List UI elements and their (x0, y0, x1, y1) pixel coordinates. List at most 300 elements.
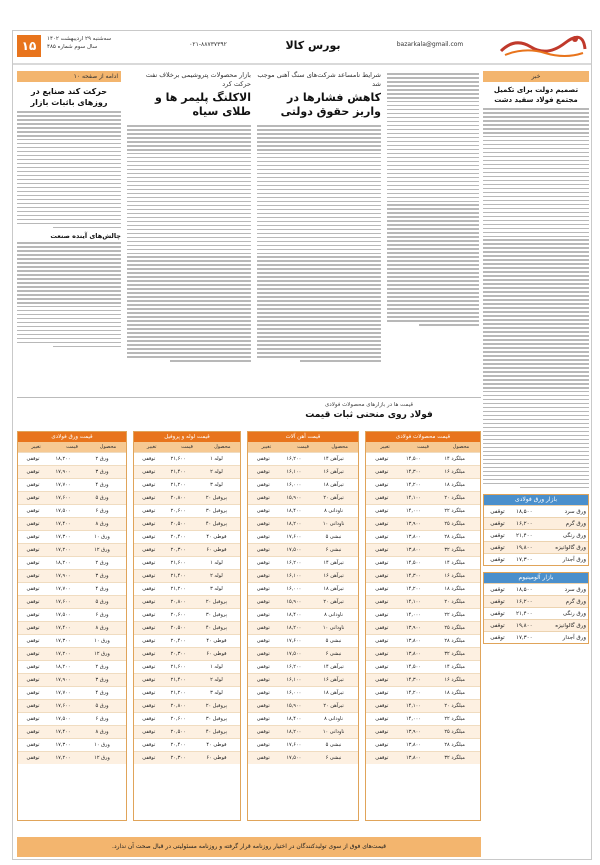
section-title: بورس کالا (285, 39, 341, 52)
contact-email: bazarkala@gmail.com (396, 41, 464, 48)
table-row (248, 465, 358, 478)
table-row (366, 738, 480, 751)
table-row (248, 725, 358, 738)
table-cell: توقفی (375, 677, 389, 683)
table-cell: ورق ۱۰ (94, 742, 110, 748)
table-cell: توقفی (142, 703, 156, 709)
table-cell: میلگرد ۱۸ (444, 586, 465, 592)
table-cell: ۱۴,۵۰۰ (405, 560, 421, 566)
table-cell: ورق ۲ (95, 560, 109, 566)
table-cell: ۱۴,۱۰۰ (405, 495, 421, 501)
table-cell: پروفیل ۳۰ (205, 508, 228, 514)
table-cell: ۱۷,۶۰۰ (55, 703, 71, 709)
page-header (13, 31, 592, 65)
news-headline: تصمیم دولت برای تکمیل مجتمع فولاد سفید دشت (493, 86, 579, 104)
table-cell: لوله ۱ (210, 664, 223, 670)
table-cell: میلگرد ۲۸ (444, 534, 465, 540)
table-row (134, 647, 240, 660)
table-cell: ۱۷,۵۰۰ (286, 651, 302, 657)
table-row (18, 751, 126, 764)
column-header: محصول (452, 444, 470, 450)
column-header: محصول (214, 444, 231, 450)
left-column (17, 71, 121, 393)
table-cell: توقفی (256, 469, 270, 475)
table-cell: ورق ۱۰ (94, 638, 110, 644)
table-cell: ۱۸,۴۰۰ (286, 612, 302, 618)
price-table-header (18, 442, 126, 452)
table-row (18, 699, 126, 712)
table-cell: ورق ۶ (95, 508, 109, 514)
table-cell: توقفی (142, 651, 156, 657)
table-cell: توقفی (142, 742, 156, 748)
table-cell: ۱۸,۲۰۰ (286, 729, 302, 735)
tables-kicker: قیمت ها در بازارهای محصولات فولادی (324, 402, 413, 408)
table-cell: میلگرد ۲۲ (444, 716, 465, 722)
table-cell: نبشی ۵ (325, 534, 342, 540)
table-cell: ورق ۳ (95, 677, 109, 683)
table-row (18, 530, 126, 543)
table-cell: نبشی ۶ (325, 755, 342, 761)
table-cell: ۱۷,۲۰۰ (55, 755, 71, 761)
column-header: تغییر (31, 444, 41, 450)
table-row (134, 738, 240, 751)
table-cell: میلگرد ۱۶ (444, 469, 465, 475)
table-cell: ۱۳,۸۰۰ (405, 547, 421, 553)
news-body (483, 108, 589, 488)
table-cell: ۱۴,۲۰۰ (405, 586, 421, 592)
table-cell: ۱۷,۶۰۰ (286, 742, 302, 748)
table-cell: ۲۰,۸۰۰ (170, 599, 186, 605)
table-cell: توقفی (375, 703, 389, 709)
table-row: ورق رنگی ۲۱,۴۰۰ توقفی (484, 607, 588, 619)
price-table-header (366, 442, 480, 452)
table-row (366, 712, 480, 725)
table-cell: نبشی ۵ (325, 638, 342, 644)
steel-sheet-price-box (483, 494, 589, 566)
table-cell: ۱۶,۲۰۰ (286, 456, 302, 462)
table-cell: ۱۷,۹۰۰ (55, 677, 71, 683)
table-cell: توقفی (375, 456, 389, 462)
table-cell: ۱۴,۰۰۰ (405, 508, 421, 514)
table-cell: توقفی (256, 573, 270, 579)
column-header: قیمت (66, 444, 78, 450)
table-cell: توقفی (256, 612, 270, 618)
table-row (248, 621, 358, 634)
table-cell: ۲۰,۵۰۰ (170, 625, 186, 631)
table-cell: توقفی (256, 677, 270, 683)
table-cell: توقفی (142, 534, 156, 540)
table-row (18, 712, 126, 725)
table-row (18, 569, 126, 582)
table-cell: میلگرد ۱۸ (444, 690, 465, 696)
table-cell: ورق ۱۲ (94, 547, 110, 553)
table-cell: ۱۸,۲۰۰ (286, 625, 302, 631)
table-cell: ۱۷,۹۰۰ (55, 573, 71, 579)
table-cell: توقفی (26, 612, 40, 618)
table-cell: ۲۰,۶۰۰ (170, 716, 186, 722)
table-cell: ناودانی ۱۰ (322, 625, 345, 631)
table-cell: ورق ۸ (95, 625, 109, 631)
table-cell: میلگرد ۲۸ (444, 638, 465, 644)
table-cell: توقفی (375, 586, 389, 592)
table-row (18, 452, 126, 465)
table-row (18, 543, 126, 556)
table-cell: ۱۸,۲۰۰ (55, 664, 71, 670)
table-cell: توقفی (26, 586, 40, 592)
table-cell: تیرآهن ۱۴ (323, 456, 344, 462)
table-cell: ۱۵,۹۰۰ (286, 703, 302, 709)
table-cell: توقفی (142, 521, 156, 527)
issue-info (47, 35, 157, 51)
table-cell: توقفی (142, 716, 156, 722)
page-number: ۱۵ (17, 35, 41, 57)
price-table-header (248, 442, 358, 452)
table-cell: توقفی (256, 560, 270, 566)
table-row (366, 686, 480, 699)
issue-number: سال سوم شماره ۴۸۵ (47, 44, 98, 50)
table-cell: تیرآهن ۲۰ (323, 599, 344, 605)
table-cell: ۲۰,۳۰۰ (170, 755, 186, 761)
table-cell: توقفی (375, 508, 389, 514)
table-row (366, 556, 480, 569)
table-cell: ۱۸,۴۰۰ (286, 716, 302, 722)
table-cell: ۱۷,۶۰۰ (286, 534, 302, 540)
table-cell: میلگرد ۳۲ (444, 755, 465, 761)
table-row (366, 751, 480, 764)
table-cell: میلگرد ۲۰ (444, 703, 465, 709)
table-cell: توقفی (375, 534, 389, 540)
table-row (18, 673, 126, 686)
table-row (248, 751, 358, 764)
table-cell: ۱۳,۹۰۰ (405, 625, 421, 631)
table-cell: میلگرد ۱۴ (444, 664, 465, 670)
table-cell: پروفیل ۳۰ (205, 716, 228, 722)
table-cell: لوله ۱ (210, 456, 223, 462)
table-cell: ۲۱,۲۰۰ (170, 690, 186, 696)
table-cell: ۱۷,۵۰۰ (55, 716, 71, 722)
table-cell: توقفی (256, 755, 270, 761)
table-cell: ۱۴,۲۰۰ (405, 690, 421, 696)
table-cell: قوطی ۴۰ (206, 638, 227, 644)
table-cell: تیرآهن ۱۶ (323, 469, 344, 475)
table-cell: توقفی (142, 755, 156, 761)
table-cell: ورق ۴ (95, 690, 109, 696)
article-iron-ore-body-2 (387, 73, 479, 326)
table-cell: توقفی (142, 599, 156, 605)
table-cell: توقفی (26, 599, 40, 605)
table-cell: قوطی ۴۰ (206, 742, 227, 748)
steel-sheet-price-title: بازار ورق فولادی (484, 495, 588, 505)
table-cell: ناودانی ۱۰ (322, 729, 345, 735)
article-iron-ore-continued (387, 71, 479, 393)
table-cell: توقفی (256, 729, 270, 735)
left-body-text-2 (17, 242, 121, 347)
table-cell: ۲۱,۲۰۰ (170, 482, 186, 488)
table-cell: توقفی (256, 547, 270, 553)
table-cell: ورق ۵ (95, 703, 109, 709)
table-row (134, 725, 240, 738)
table-cell: ناودانی ۸ (324, 612, 343, 618)
table-cell: توقفی (26, 651, 40, 657)
table-row (134, 751, 240, 764)
table-cell: پروفیل ۲۰ (205, 495, 228, 501)
table-cell: توقفی (26, 716, 40, 722)
table-cell: لوله ۳ (210, 586, 223, 592)
table-row (248, 660, 358, 673)
table-cell: توقفی (256, 625, 270, 631)
table-cell: ۲۱,۴۰۰ (170, 677, 186, 683)
column-header: تغییر (146, 444, 157, 450)
table-row (248, 582, 358, 595)
table-cell: توقفی (256, 716, 270, 722)
table-cell: ۱۸,۲۰۰ (55, 456, 71, 462)
table-cell: ۱۸,۴۰۰ (286, 508, 302, 514)
table-cell: ورق ۲ (95, 664, 109, 670)
table-cell: توقفی (256, 534, 270, 540)
table-cell: تیرآهن ۱۴ (323, 664, 344, 670)
table-cell: میلگرد ۲۵ (444, 729, 465, 735)
table-row (366, 504, 480, 517)
table-cell: توقفی (142, 677, 156, 683)
table-cell: ورق ۱۰ (94, 534, 110, 540)
table-row (248, 530, 358, 543)
table-cell: پروفیل ۲۰ (205, 703, 228, 709)
column-header: تغییر (261, 444, 272, 450)
table-cell: ۱۷,۵۰۰ (286, 547, 302, 553)
table-row (366, 673, 480, 686)
aluminium-price-box (483, 572, 589, 644)
table-cell: لوله ۱ (210, 560, 223, 566)
table-cell: ورق ۳ (95, 573, 109, 579)
table-cell: ناودانی ۸ (324, 716, 343, 722)
table-row (248, 517, 358, 530)
table-cell: توقفی (142, 456, 156, 462)
table-cell: توقفی (375, 664, 389, 670)
table-cell: پروفیل ۲۰ (205, 599, 228, 605)
table-row (366, 608, 480, 621)
table-cell: توقفی (256, 482, 270, 488)
table-cell: ۱۶,۱۰۰ (286, 677, 302, 683)
table-row (18, 556, 126, 569)
phone-number: ۰۲۱-۸۸۷۳۷۳۹۲ (189, 41, 227, 48)
table-row (134, 465, 240, 478)
table-cell: ۱۴,۱۰۰ (405, 703, 421, 709)
table-row (134, 530, 240, 543)
table-cell: توقفی (142, 469, 156, 475)
table-cell: ۱۳,۹۰۰ (405, 729, 421, 735)
table-row (248, 608, 358, 621)
table-row (248, 699, 358, 712)
table-cell: ۱۷,۴۰۰ (55, 625, 71, 631)
table-cell: ناودانی ۱۰ (322, 521, 345, 527)
table-cell: توقفی (142, 560, 156, 566)
table-row (366, 465, 480, 478)
table-row: ورق رنگی ۲۱,۴۰۰ توقفی (484, 529, 588, 541)
table-cell: ۱۵,۹۰۰ (286, 495, 302, 501)
table-cell: ۱۷,۲۰۰ (55, 651, 71, 657)
table-cell: توقفی (375, 573, 389, 579)
table-cell: ۱۳,۸۰۰ (405, 742, 421, 748)
article-iron-ore (257, 71, 381, 393)
table-cell: توقفی (26, 664, 40, 670)
table-cell: توقفی (142, 729, 156, 735)
table-cell: لوله ۲ (210, 677, 223, 683)
table-cell: توقفی (256, 495, 270, 501)
table-row (134, 517, 240, 530)
column-header: قیمت (181, 444, 193, 450)
table-cell: نبشی ۵ (325, 742, 342, 748)
table-row (366, 647, 480, 660)
table-cell: تیرآهن ۱۸ (323, 586, 344, 592)
table-cell: توقفی (26, 508, 40, 514)
table-cell: توقفی (375, 755, 389, 761)
table-cell: توقفی (375, 547, 389, 553)
table-cell: توقفی (256, 690, 270, 696)
table-cell: ناودانی ۸ (324, 508, 343, 514)
section-divider (17, 397, 481, 398)
table-cell: توقفی (26, 755, 40, 761)
table-cell: ۱۷,۵۰۰ (55, 508, 71, 514)
table-cell: میلگرد ۱۶ (444, 573, 465, 579)
table-cell: ۱۴,۵۰۰ (405, 664, 421, 670)
table-cell: توقفی (256, 664, 270, 670)
price-table (133, 431, 241, 821)
table-cell: ۲۰,۳۰۰ (170, 547, 186, 553)
table-row (134, 608, 240, 621)
table-row (134, 699, 240, 712)
table-row (18, 686, 126, 699)
table-cell: ورق ۵ (95, 599, 109, 605)
article-polymer-kicker: بازار محصولات پتروشیمی برخلاف نفت حرکت کرد (145, 71, 251, 88)
table-cell: ۱۷,۴۰۰ (55, 521, 71, 527)
table-cell: ورق ۵ (95, 495, 109, 501)
price-table-title: قیمت آهن آلات (248, 432, 358, 442)
table-cell: میلگرد ۲۲ (444, 612, 465, 618)
table-cell: ورق ۶ (95, 716, 109, 722)
table-cell: ۱۶,۱۰۰ (286, 573, 302, 579)
table-cell: پروفیل ۴۰ (205, 729, 228, 735)
column-header: محصول (331, 444, 348, 450)
table-cell: ۱۷,۵۰۰ (286, 755, 302, 761)
table-cell: ۱۵,۹۰۰ (286, 599, 302, 605)
table-cell: ۱۷,۶۰۰ (55, 495, 71, 501)
table-cell: ۱۶,۰۰۰ (286, 690, 302, 696)
price-table (247, 431, 359, 821)
table-row (134, 556, 240, 569)
table-row (366, 517, 480, 530)
table-cell: میلگرد ۲۵ (444, 521, 465, 527)
table-cell: ۲۱,۶۰۰ (170, 664, 186, 670)
price-table (17, 431, 127, 821)
article-iron-ore-headline: کاهش فشارها در واریز حقوق دولتی (280, 91, 381, 118)
table-cell: توقفی (142, 690, 156, 696)
article-polymer-headline: الاکلنگ پلیمر ها و طلای سیاه (154, 91, 251, 118)
table-cell: ورق ۶ (95, 612, 109, 618)
newspaper-logo (495, 33, 589, 59)
table-cell: ۲۰,۳۰۰ (170, 651, 186, 657)
table-row (18, 465, 126, 478)
table-cell: توقفی (375, 716, 389, 722)
article-polymer-body (127, 125, 251, 362)
tables-heading (257, 401, 481, 421)
table-row (134, 634, 240, 647)
table-cell: توقفی (375, 612, 389, 618)
table-cell: توقفی (142, 625, 156, 631)
table-cell: تیرآهن ۱۸ (323, 690, 344, 696)
table-row (134, 504, 240, 517)
table-cell: توقفی (26, 560, 40, 566)
table-row (366, 478, 480, 491)
table-cell: لوله ۳ (210, 690, 223, 696)
table-row (134, 569, 240, 582)
table-cell: توقفی (256, 508, 270, 514)
table-cell: توقفی (375, 599, 389, 605)
table-row: ورق گرم ۱۶,۲۰۰ توقفی (484, 595, 588, 607)
table-cell: قوطی ۴۰ (206, 534, 227, 540)
table-cell: ۱۸,۲۰۰ (286, 521, 302, 527)
table-row (248, 569, 358, 582)
table-cell: توقفی (142, 547, 156, 553)
table-row (248, 452, 358, 465)
table-cell: ۱۴,۳۰۰ (405, 469, 421, 475)
table-cell: توقفی (256, 651, 270, 657)
price-table (365, 431, 481, 821)
table-cell: ۲۰,۸۰۰ (170, 495, 186, 501)
table-cell: میلگرد ۱۶ (444, 677, 465, 683)
table-cell: ۲۰,۵۰۰ (170, 521, 186, 527)
table-cell: پروفیل ۴۰ (205, 521, 228, 527)
table-cell: ۲۱,۶۰۰ (170, 560, 186, 566)
table-cell: نبشی ۶ (325, 547, 342, 553)
table-row (134, 543, 240, 556)
table-cell: تیرآهن ۲۰ (323, 495, 344, 501)
table-cell: ورق ۲ (95, 456, 109, 462)
table-row (134, 712, 240, 725)
table-row (134, 686, 240, 699)
table-cell: ورق ۴ (95, 586, 109, 592)
table-row (248, 712, 358, 725)
table-cell: ۱۷,۷۰۰ (55, 482, 71, 488)
table-cell: میلگرد ۱۸ (444, 482, 465, 488)
table-cell: ۲۱,۲۰۰ (170, 586, 186, 592)
table-cell: ۱۸,۲۰۰ (55, 560, 71, 566)
table-row (366, 699, 480, 712)
column-header: قیمت (417, 444, 429, 450)
table-cell: توقفی (142, 664, 156, 670)
table-row (248, 673, 358, 686)
table-cell: ۱۷,۳۰۰ (55, 742, 71, 748)
table-cell: ۱۳,۸۰۰ (405, 534, 421, 540)
table-cell: ۲۱,۴۰۰ (170, 469, 186, 475)
table-cell: توقفی (375, 625, 389, 631)
table-row (366, 725, 480, 738)
left-subheading: چالش‌های آینده صنعت (50, 232, 121, 241)
table-cell: ورق ۸ (95, 729, 109, 735)
table-row (248, 634, 358, 647)
table-cell: ۲۰,۵۰۰ (170, 729, 186, 735)
table-cell: میلگرد ۲۵ (444, 625, 465, 631)
table-cell: توقفی (256, 599, 270, 605)
table-cell: ۱۷,۶۰۰ (55, 599, 71, 605)
table-cell: توقفی (26, 703, 40, 709)
price-table-title: قیمت محصولات فولادی (366, 432, 480, 442)
table-cell: ۱۷,۳۰۰ (55, 638, 71, 644)
table-cell: میلگرد ۱۴ (444, 560, 465, 566)
table-cell: توقفی (26, 742, 40, 748)
price-table-title: قیمت ورق فولادی (18, 432, 126, 442)
table-cell: توقفی (375, 495, 389, 501)
price-tables-section (17, 401, 481, 831)
